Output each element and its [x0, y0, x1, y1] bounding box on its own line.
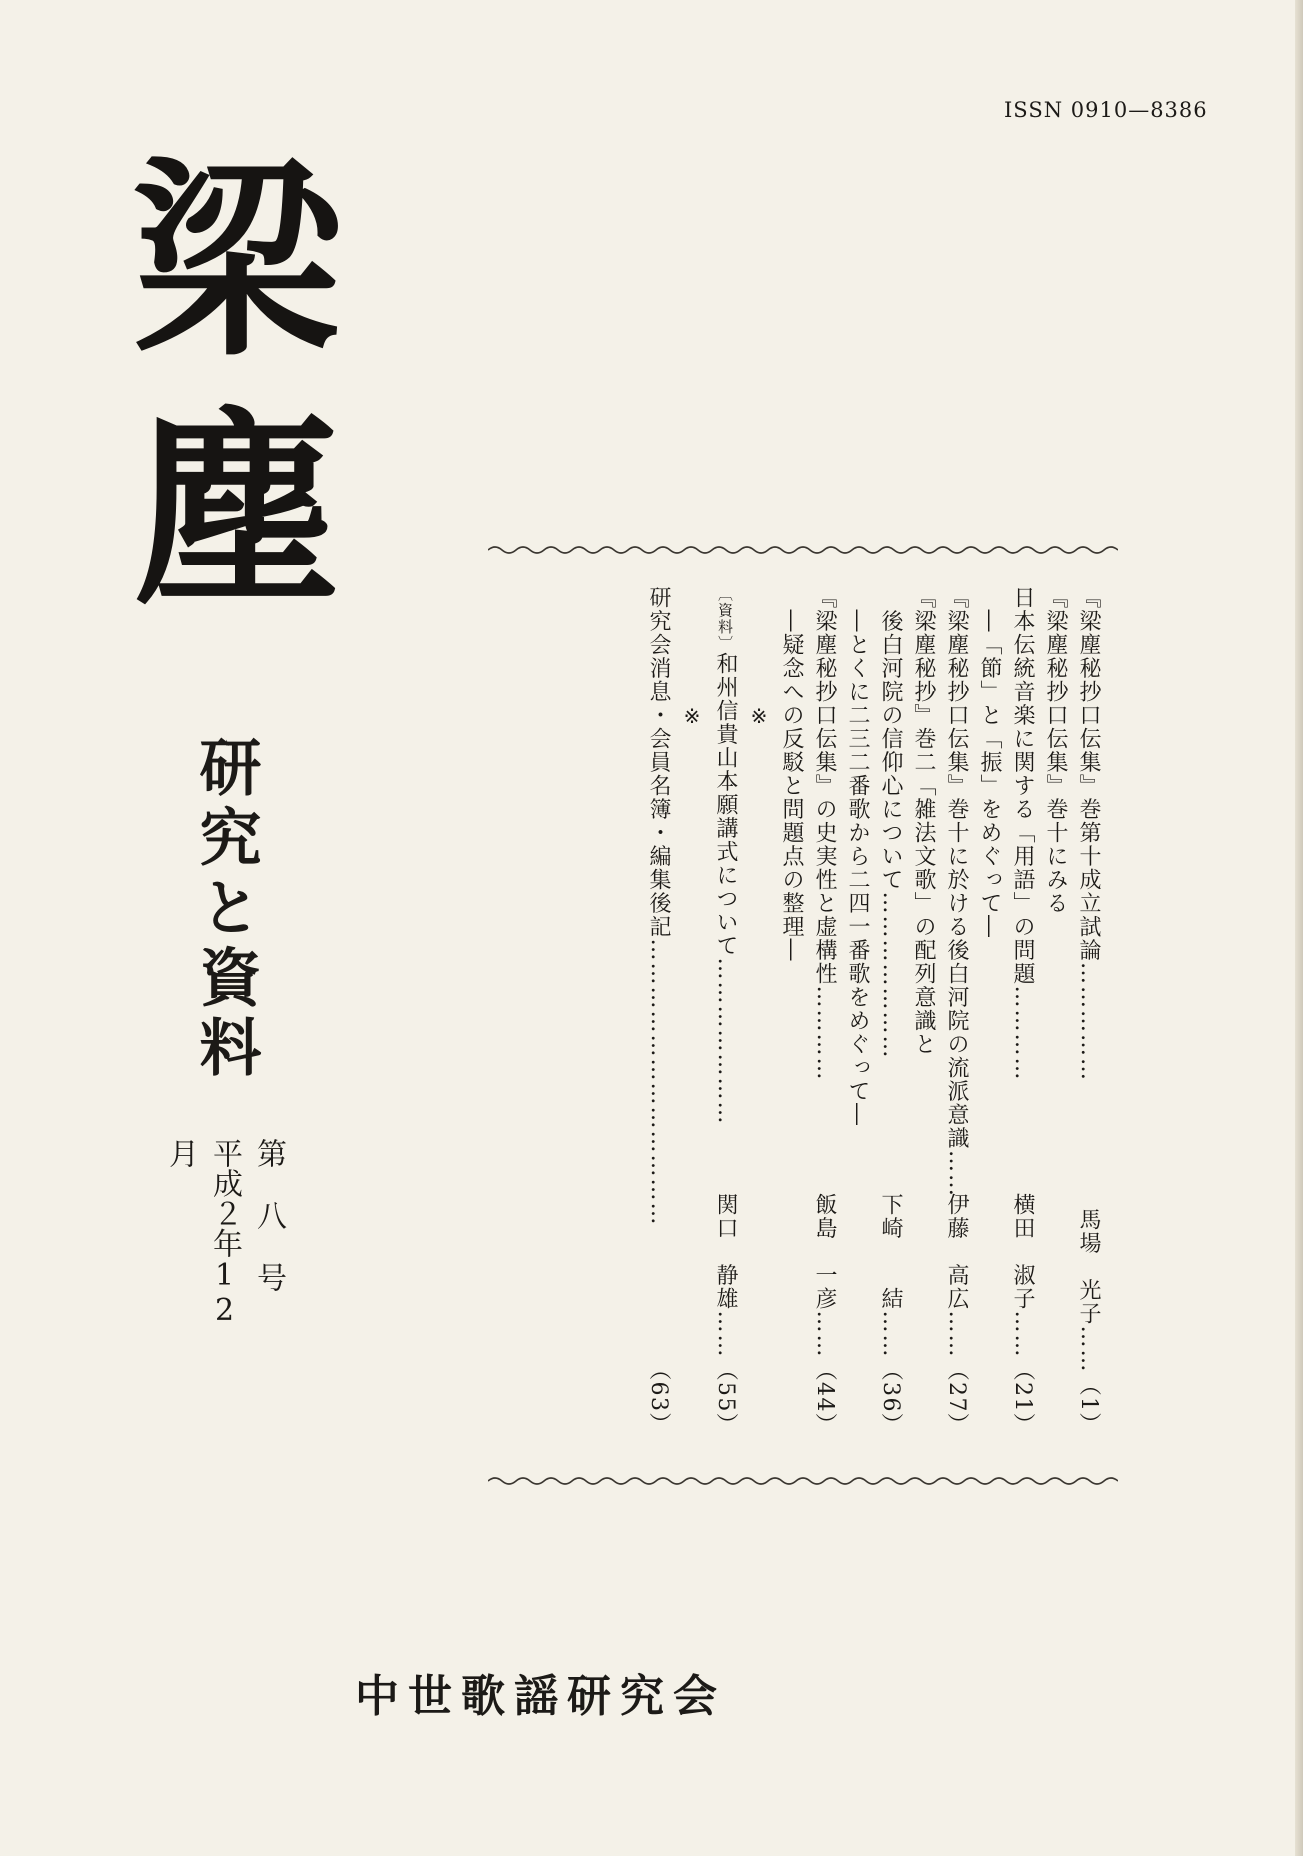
toc-entry: 『梁塵秘抄』巻二「雑法文歌」の配列意識と: [911, 586, 936, 1056]
journal-title: 梁塵: [97, 150, 344, 650]
toc-entry: 『梁塵秘抄口伝集』の史実性と虚構性………… 飯島 一彦……（44）: [812, 586, 837, 1436]
toc-entry: ―とくに二三二番歌から二四一番歌をめぐって―: [845, 609, 870, 1127]
separator-mark: ※: [747, 704, 771, 730]
table-of-contents: [505, 586, 1105, 1436]
page-edge: [1295, 0, 1303, 1856]
toc-top-rule: [488, 542, 1118, 558]
toc-bottom-rule: [488, 1473, 1118, 1489]
toc-entry: 『梁塵秘抄口伝集』巻十に於ける後白河院の流派意識…… 伊藤 高広……（27）: [944, 586, 969, 1436]
toc-final-entry: 研究会消息・会員名簿・編集後記……………………………… （63）: [646, 586, 671, 1436]
toc-entry: 後白河院の信仰心について………………… 下崎 結……（36）: [878, 609, 903, 1436]
journal-subtitle: 研究と資料: [189, 735, 262, 1085]
toc-document-entry: 〔資料〕和州信貴山本願講式について………………… 関口 静雄……（55）: [713, 586, 738, 1436]
issn-label: ISSN 0910—8386: [1004, 98, 1208, 122]
toc-entry: ―「節」と「振」をめぐって―: [977, 609, 1002, 939]
toc-entry: ―疑念への反駁と問題点の整理―: [779, 609, 804, 962]
issue-info: [163, 1138, 290, 1348]
toc-entry: 日本伝統音楽に関する「用語」の問題………… 横田 淑子……（21）: [1010, 586, 1035, 1436]
toc-entry: 『梁塵秘抄口伝集』巻十にみる: [1043, 586, 1068, 915]
toc-entry: 『梁塵秘抄口伝集』巻第十成立試論…………… 馬場 光子……（1）: [1076, 586, 1101, 1436]
separator-mark: ※: [680, 704, 704, 730]
publisher-name: 中世歌謡研究会: [355, 1671, 726, 1722]
volume-number: 第八号: [251, 1138, 286, 1292]
issue-date: 平成２年12月: [163, 1138, 242, 1328]
